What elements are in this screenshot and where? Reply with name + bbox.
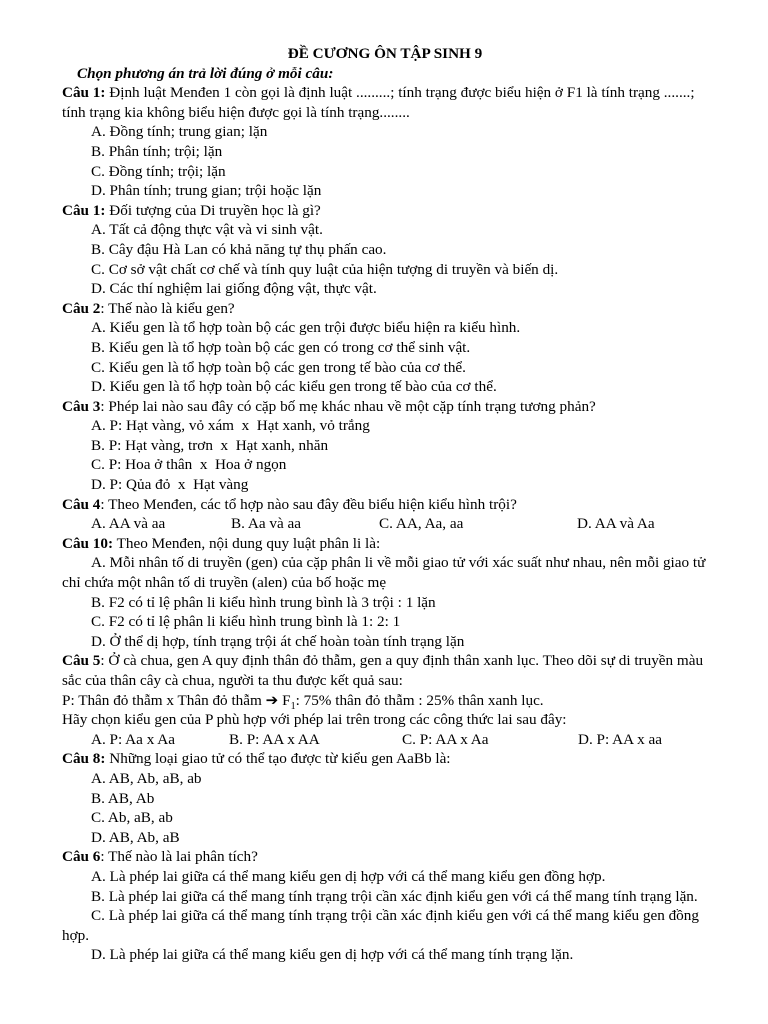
option-a: A. Mỗi nhân tố di truyền (gen) của cặp phân li về mỗi giao tử với xác suất như nhau, nên mỗi giao tử chỉ chứa một nhân tố di truyền (alen) của bố hoặc mẹ: [62, 554, 706, 592]
question-label: Câu 4: [62, 495, 101, 513]
question-1a: [62, 83, 708, 122]
option-c: C. F2 có tỉ lệ phân li kiểu hình trung bình là 1: 2: 1: [91, 613, 401, 631]
question-5: [62, 651, 708, 690]
option-c: C. Kiểu gen là tổ hợp toàn bộ các gen trong tế bào của cơ thể.: [91, 358, 466, 376]
question-text: Đối tượng của Di truyền học là gì?: [105, 201, 321, 219]
option-a: A. Kiểu gen là tổ hợp toàn bộ các gen trội được biểu hiện ra kiểu hình.: [91, 319, 521, 337]
option-b: B. Phân tính; trội; lặn: [91, 142, 223, 160]
question-3: [62, 397, 708, 417]
option-b: B. Kiểu gen là tổ hợp toàn bộ các gen có trong cơ thể sinh vật.: [91, 338, 471, 356]
question-label: Câu 2: [62, 299, 101, 317]
option-a: A. AA và aa: [91, 515, 166, 533]
question-text: : Ở cà chua, gen A quy định thân đỏ thẫm, gen a quy định thân xanh lục. Theo dõi sự di truyền màu sắc của thân cây cà chua, người ta thu được kết quả sau:: [62, 652, 704, 689]
option-b: B. AB, Ab: [91, 789, 155, 807]
question-text: Định luật Menđen 1 còn gọi là định luật .........; tính trạng được biểu hiện ở F1 là tính trạng .......; tính trạng kia không biểu hiện được gọi là tính trạng........: [62, 84, 695, 121]
cross-result: [62, 691, 708, 711]
option-d: D. AB, Ab, aB: [91, 828, 180, 846]
cross-left: P: Thân đỏ thẫm x Thân đỏ thẫm: [62, 691, 266, 709]
option-b: B. Aa và aa: [231, 515, 302, 533]
f-subscript: 1: [290, 700, 296, 712]
option-c: C. Đồng tính; trội; lặn: [91, 162, 226, 180]
question-text: : Thế nào là lai phân tích?: [100, 848, 258, 866]
option-a: A. P: Aa x Aa: [91, 730, 175, 748]
option-a: A. AB, Ab, aB, ab: [91, 769, 202, 787]
question-text: Những loại giao tử có thể tạo được từ kiểu gen AaBb là:: [105, 750, 451, 768]
question-6: [62, 847, 708, 867]
question-label: Câu 1:: [62, 201, 106, 219]
instruction: Chọn phương án trả lời đúng ở mỗi câu:: [77, 64, 334, 82]
option-d: D. Ở thể dị hợp, tính trạng trội át chế hoàn toàn tính trạng lặn: [91, 632, 465, 650]
option-b: B. Cây đậu Hà Lan có khả năng tự thụ phấn cao.: [91, 240, 387, 258]
option-d: D. Kiểu gen là tổ hợp toàn bộ các kiểu gen trong tế bào của cơ thể.: [91, 378, 497, 396]
question-1b: [62, 201, 708, 221]
question-label: Câu 10:: [62, 534, 114, 552]
question-label: Câu 1:: [62, 84, 106, 102]
option-d: D. Các thí nghiệm lai giống động vật, thực vật.: [91, 280, 377, 298]
option-b: B. P: Hạt vàng, trơn x Hạt xanh, nhăn: [91, 436, 329, 454]
option-a: A. Tất cả động thực vật và vi sinh vật.: [91, 221, 323, 239]
option-b: B. P: AA x AA: [229, 730, 320, 748]
f-label: F: [278, 691, 291, 709]
option-c: C. P: Hoa ở thân x Hoa ở ngọn: [91, 456, 287, 474]
option-d: D. Là phép lai giữa cá thể mang kiểu gen dị hợp với cá thể mang tính trạng lặn.: [91, 946, 574, 964]
question-label: Câu 8:: [62, 750, 106, 768]
option-c: C. P: AA x Aa: [402, 730, 489, 748]
question-label: Câu 5: [62, 652, 101, 670]
option-a: A. Đồng tính; trung gian; lặn: [91, 123, 268, 141]
question-text: : Theo Menđen, các tổ hợp nào sau đây đều biểu hiện kiểu hình trội?: [100, 495, 517, 513]
options-row: [91, 514, 708, 534]
option-d: D. P: Qủa đỏ x Hạt vàng: [91, 476, 249, 494]
arrow-icon: ➔: [265, 691, 279, 709]
option-a: A. P: Hạt vàng, vỏ xám x Hạt xanh, vỏ trắng: [91, 417, 370, 435]
option-d: D. P: AA x aa: [578, 730, 662, 748]
option-c: C. Ab, aB, ab: [91, 809, 173, 827]
question-8: [62, 749, 708, 769]
option-d: D. AA và Aa: [577, 515, 655, 533]
option-a: A. Là phép lai giữa cá thể mang kiểu gen dị hợp với cá thể mang kiểu gen đồng hợp.: [91, 867, 606, 885]
option-c: C. AA, Aa, aa: [379, 515, 464, 533]
option-d: D. Phân tính; trung gian; trội hoặc lặn: [91, 182, 322, 200]
question-text: : Thế nào là kiểu gen?: [100, 299, 235, 317]
question-label: Câu 3: [62, 397, 101, 415]
options-row: [91, 730, 708, 750]
question-10: [62, 534, 708, 554]
cross-right: : 75% thân đỏ thẫm : 25% thân xanh lục.: [295, 691, 544, 709]
question-text: Theo Menđen, nội dung quy luật phân li là:: [113, 534, 381, 552]
question-text: : Phép lai nào sau đây có cặp bố mẹ khác nhau về một cặp tính trạng tương phản?: [100, 397, 596, 415]
option-b: B. Là phép lai giữa cá thể mang tính trạng trội cần xác định kiểu gen với cá thể mang tính trạng lặn.: [91, 887, 698, 905]
question-prompt: Hãy chọn kiểu gen của P phù hợp với phép lai trên trong các công thức lai sau đây:: [62, 711, 567, 729]
question-4: [62, 495, 708, 515]
option-c: C. Cơ sở vật chất cơ chế và tính quy luật của hiện tượng di truyền và biến dị.: [91, 260, 559, 278]
page-title: ĐỀ CƯƠNG ÔN TẬP SINH 9: [287, 45, 483, 62]
question-label: Câu 6: [62, 848, 101, 866]
option-c: C. Là phép lai giữa cá thể mang tính trạng trội cần xác định kiểu gen với cá thể mang kiểu gen đồng hợp.: [62, 907, 699, 944]
question-2: [62, 299, 708, 319]
option-b: B. F2 có tỉ lệ phân li kiểu hình trung bình là 3 trội : 1 lặn: [91, 593, 436, 611]
